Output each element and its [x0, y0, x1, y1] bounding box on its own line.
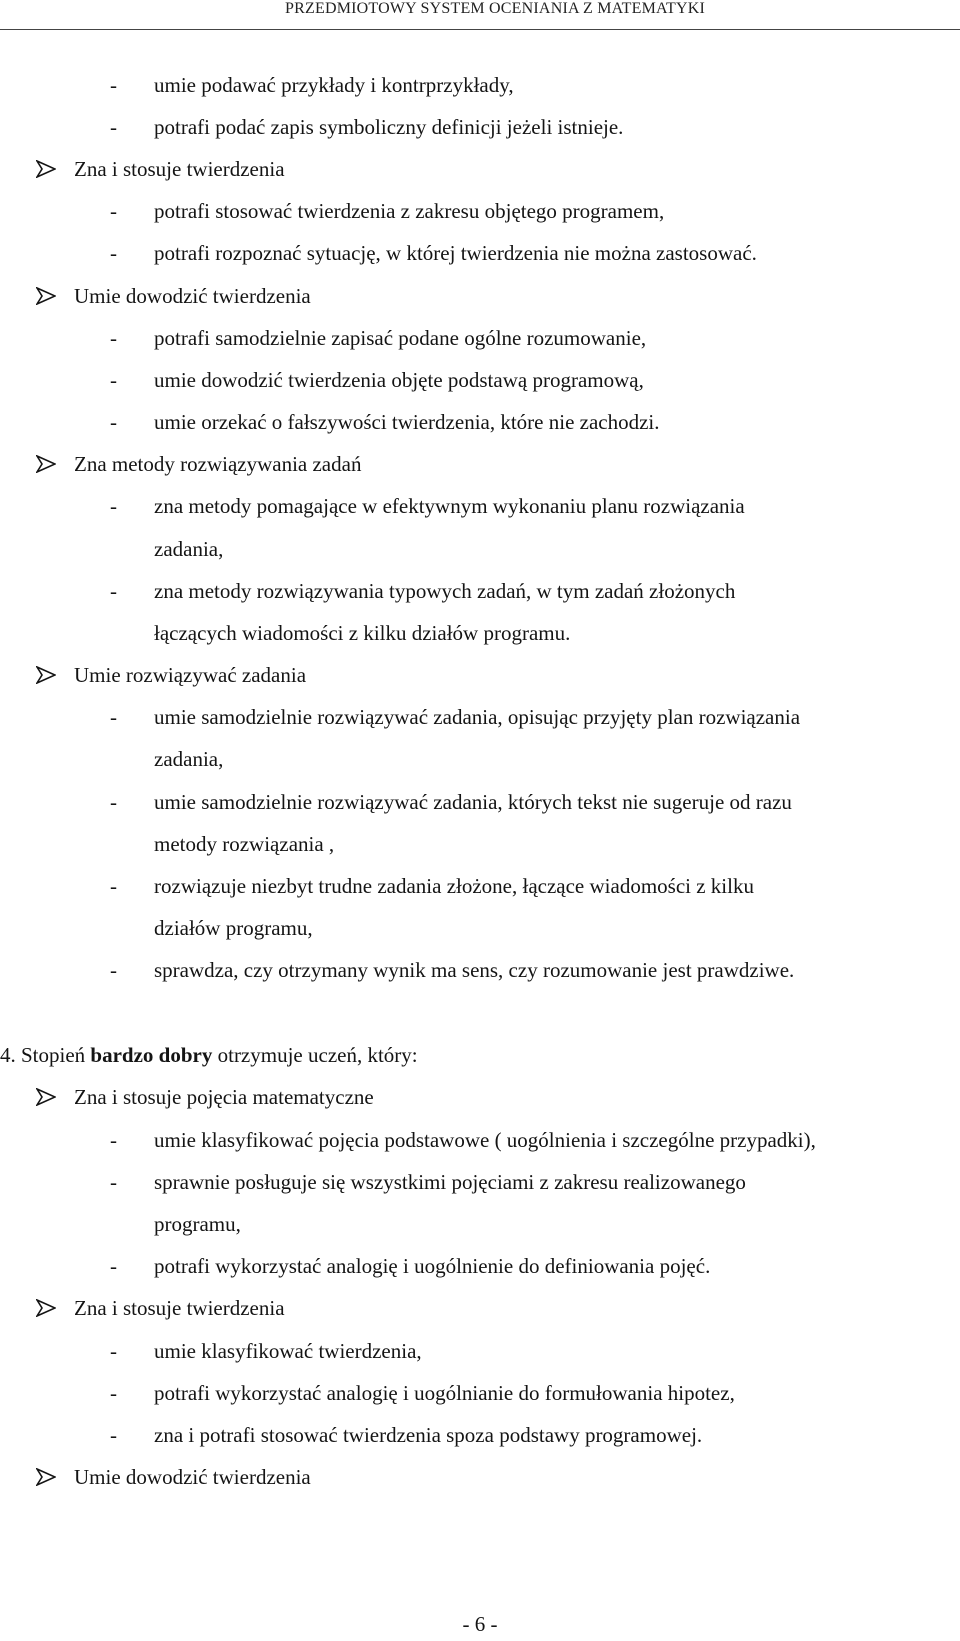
list-item-text: potrafi wykorzystać analogię i uogólnienie do definiowania pojęć. [154, 1254, 711, 1278]
arrowhead-bullet-icon [36, 455, 56, 473]
arrowhead-bullet-icon [36, 287, 56, 305]
dash-bullet: - [110, 579, 117, 603]
list-item-text: zna i potrafi stosować twierdzenia spoza podstawy programowej. [154, 1423, 703, 1447]
dash-bullet: - [110, 115, 117, 139]
dash-bullet: - [110, 1254, 117, 1278]
list-item-text: sprawnie posługuje się wszystkimi pojęciami z zakresu realizowanego [154, 1170, 746, 1194]
list-item-text: umie podawać przykłady i kontrprzykłady, [154, 73, 514, 97]
list-item-continuation: zadania, [154, 747, 224, 771]
page-number-text: - 6 - [462, 1612, 498, 1636]
list-item-text: umie klasyfikować pojęcia podstawowe ( uogólnienia i szczególne przypadki), [154, 1128, 816, 1152]
dash-bullet: - [110, 199, 117, 223]
list-item-text: potrafi podać zapis symboliczny definicji jeżeli istnieje. [154, 115, 624, 139]
grade-name: bardzo dobry [90, 1043, 213, 1067]
dash-bullet: - [110, 241, 117, 265]
list-item-text: potrafi rozpoznać sytuację, w której twierdzenia nie można zastosować. [154, 241, 757, 265]
dash-bullet: - [110, 705, 117, 729]
page-header [0, 0, 960, 28]
heading-text: Zna i stosuje twierdzenia [74, 157, 285, 181]
list-item-text: umie samodzielnie rozwiązywać zadania, których tekst nie sugeruje od razu [154, 790, 792, 814]
arrowhead-bullet-icon [36, 1468, 56, 1486]
page-number [0, 1612, 960, 1637]
header-divider [0, 29, 960, 30]
list-item-text: sprawdza, czy otrzymany wynik ma sens, czy rozumowanie jest prawdziwe. [154, 958, 795, 982]
dash-bullet: - [110, 494, 117, 518]
dash-bullet: - [110, 958, 117, 982]
list-item-text: potrafi wykorzystać analogię i uogólnianie do formułowania hipotez, [154, 1381, 735, 1405]
arrowhead-bullet-icon [36, 1299, 56, 1317]
dash-bullet: - [110, 790, 117, 814]
dash-bullet: - [110, 326, 117, 350]
dash-bullet: - [110, 1423, 117, 1447]
dash-bullet: - [110, 73, 117, 97]
dash-bullet: - [110, 1339, 117, 1363]
list-item-text: zna metody pomagające w efektywnym wykonaniu planu rozwiązania [154, 494, 745, 518]
list-item-continuation: działów programu, [154, 916, 313, 940]
list-item-text: umie dowodzić twierdzenia objęte podstawą programową, [154, 368, 644, 392]
dash-bullet: - [110, 410, 117, 434]
list-item-continuation: łączących wiadomości z kilku działów programu. [154, 621, 571, 645]
list-item-text: umie klasyfikować twierdzenia, [154, 1339, 422, 1363]
heading-text: Umie rozwiązywać zadania [74, 663, 307, 687]
arrowhead-bullet-icon [36, 666, 56, 684]
list-item-text: rozwiązuje niezbyt trudne zadania złożone, łączące wiadomości z kilku [154, 874, 754, 898]
heading-text: Zna i stosuje twierdzenia [74, 1296, 285, 1320]
section-number: 4. Stopień [0, 1043, 91, 1067]
list-item-text: umie samodzielnie rozwiązywać zadania, opisując przyjęty plan rozwiązania [154, 705, 801, 729]
dash-bullet: - [110, 1128, 117, 1152]
list-item-continuation: metody rozwiązania , [154, 832, 335, 856]
heading-text: Umie dowodzić twierdzenia [74, 1465, 311, 1489]
list-item-continuation: zadania, [154, 537, 224, 561]
list-item-text: umie orzekać o fałszywości twierdzenia, które nie zachodzi. [154, 410, 660, 434]
list-item-continuation: programu, [154, 1212, 241, 1236]
heading-text: Zna metody rozwiązywania zadań [74, 452, 362, 476]
arrowhead-bullet-icon [36, 1088, 56, 1106]
list-item-text: potrafi samodzielnie zapisać podane ogólne rozumowanie, [154, 326, 647, 350]
dash-bullet: - [110, 1170, 117, 1194]
arrowhead-bullet-icon [36, 160, 56, 178]
heading-text: Zna i stosuje pojęcia matematyczne [74, 1085, 374, 1109]
dash-bullet: - [110, 368, 117, 392]
grade-section-title [0, 1042, 418, 1068]
section-title-rest: otrzymuje uczeń, który: [212, 1043, 418, 1067]
header-title: PRZEDMIOTOWY SYSTEM OCENIANIA Z MATEMATYKI [285, 0, 705, 17]
dash-bullet: - [110, 874, 117, 898]
heading-text: Umie dowodzić twierdzenia [74, 284, 311, 308]
dash-bullet: - [110, 1381, 117, 1405]
list-item-text: zna metody rozwiązywania typowych zadań, w tym zadań złożonych [154, 579, 736, 603]
list-item-text: potrafi stosować twierdzenia z zakresu objętego programem, [154, 199, 665, 223]
